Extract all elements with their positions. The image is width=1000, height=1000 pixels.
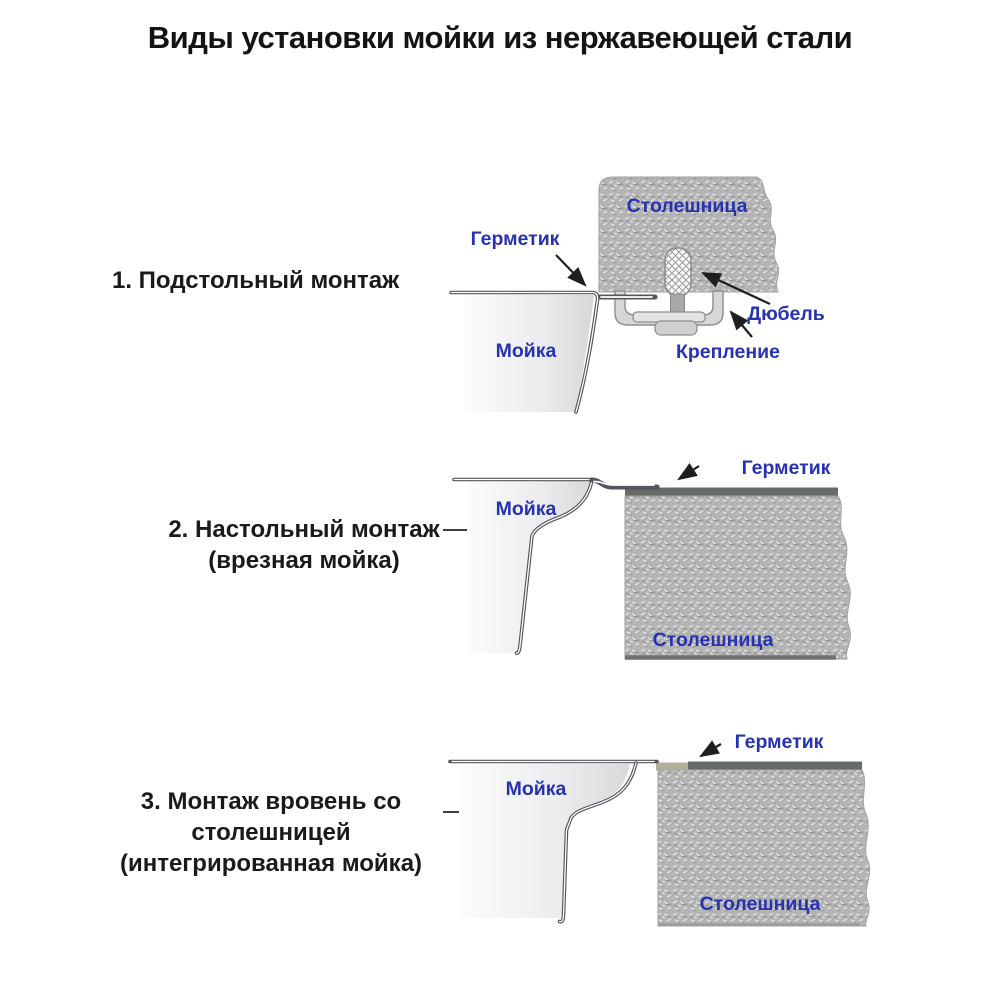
label-sink: Мойка <box>495 340 557 362</box>
section3-caption <box>84 786 458 879</box>
sealant-strip <box>688 762 862 771</box>
bracket-bolt <box>655 321 697 335</box>
section2-caption-line1: 2. Настольный монтаж <box>168 516 440 543</box>
label-sealant: Герметик <box>470 228 560 250</box>
diagram-topmount <box>430 440 990 710</box>
label-dowel: Дюбель <box>747 303 825 325</box>
section1-caption <box>112 265 452 296</box>
label-sink: Мойка <box>505 778 567 800</box>
diagram-flushmount <box>430 715 990 965</box>
section3-caption-line1: 3. Монтаж вровень со <box>140 788 402 815</box>
label-bracket: Крепление <box>675 341 781 363</box>
label-sealant: Герметик <box>734 731 824 753</box>
sealant-arrow <box>556 255 585 285</box>
section3-caption-line3: (интегрированная мойка) <box>119 850 423 877</box>
sealant-arrow <box>679 466 699 479</box>
sealant-arrow <box>701 744 721 756</box>
section1-caption-line1: 1. Подстольный монтаж <box>112 267 400 294</box>
dowel-hatch <box>665 248 691 296</box>
label-sink: Мойка <box>495 498 557 520</box>
section2-caption-line2: (врезная мойка) <box>208 547 400 574</box>
diagram-undermount <box>430 160 990 430</box>
section3-caption-line2: столешницей <box>191 819 351 846</box>
label-countertop: Столешница <box>652 629 774 651</box>
label-countertop: Столешница <box>626 195 748 217</box>
sealant-bead <box>656 763 690 771</box>
label-countertop: Столешница <box>699 893 821 915</box>
page-title: Виды установки мойки из нержавеющей стали <box>147 20 853 55</box>
label-sealant: Герметик <box>741 457 831 479</box>
